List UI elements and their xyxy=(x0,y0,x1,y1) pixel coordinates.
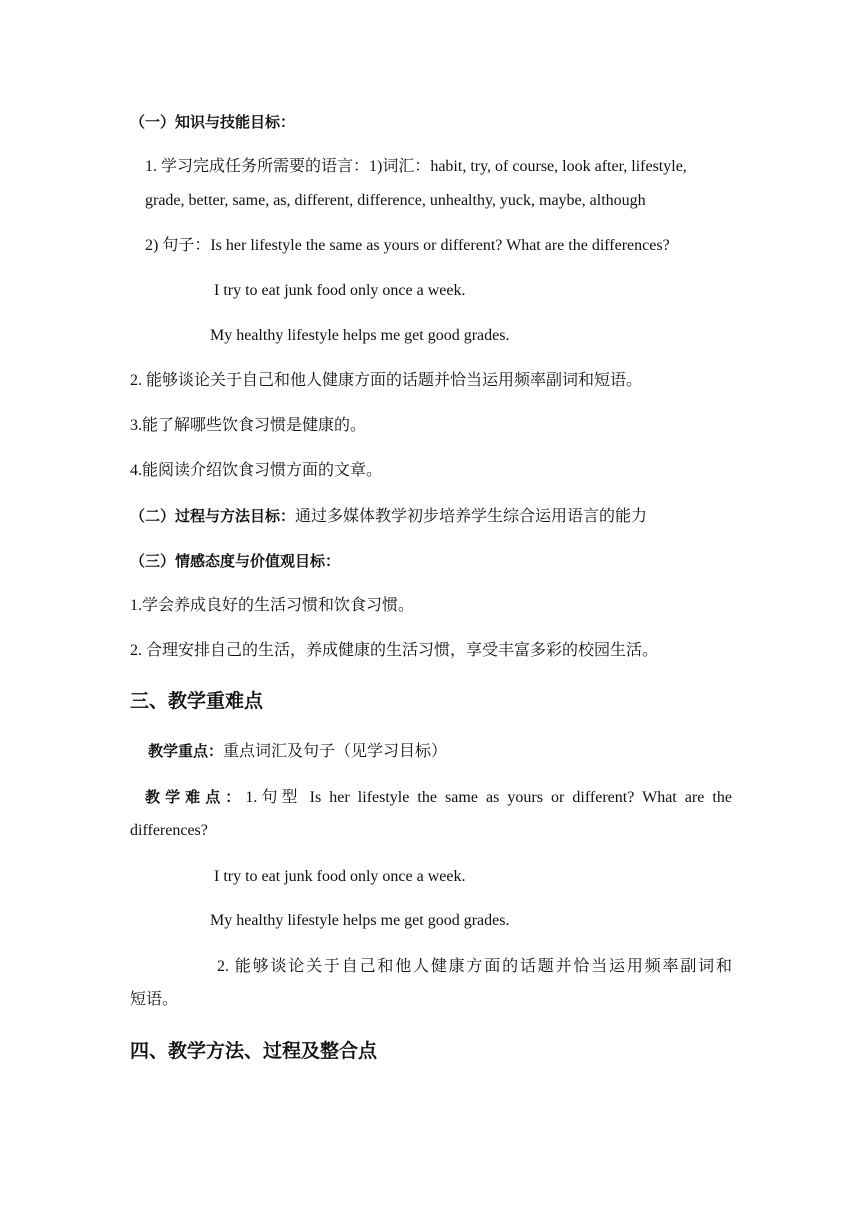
teaching-difficulty-text: 1.句型 Is her lifestyle the same as yours or different? What are the xyxy=(245,789,732,806)
emotion-item-1: 1.学会养成良好的生活习惯和饮食习惯。 xyxy=(130,597,415,614)
objective-item-3: 3.能了解哪些饮食习惯是健康的。 xyxy=(130,417,367,434)
vocabulary-line-1: 1. 学习完成任务所需要的语言：1)词汇：habit, try, of course, look after, lifestyle, xyxy=(145,158,687,175)
process-method-text: 通过多媒体教学初步培养学生综合运用语言的能力 xyxy=(295,508,648,525)
knowledge-skill-objectives-heading: （一）知识与技能目标： xyxy=(130,113,296,131)
section-four-heading: 四、教学方法、过程及整合点 xyxy=(130,1040,378,1062)
objective-item-2: 2. 能够谈论关于自己和他人健康方面的话题并恰当运用频率副词和短语。 xyxy=(130,372,643,389)
difficulty-item-2-line-1: 2. 能够谈论关于自己和他人健康方面的话题并恰当运用频率副词和 xyxy=(217,958,732,975)
emotion-item-2: 2. 合理安排自己的生活，养成健康的生活习惯，享受丰富多彩的校园生活。 xyxy=(130,642,659,659)
sentences-label: 2) 句子：Is her lifestyle the same as yours or different? What are the differences? xyxy=(145,237,670,254)
sentence-junk-food: I try to eat junk food only once a week. xyxy=(214,282,466,299)
difficulty-sentence-healthy-lifestyle: My healthy lifestyle helps me get good grades. xyxy=(210,912,510,929)
teaching-key-point xyxy=(148,741,447,762)
section-three-heading: 三、教学重难点 xyxy=(130,690,264,712)
teaching-difficulty-line-2: differences? xyxy=(130,822,208,839)
difficulty-item-2-line-2: 短语。 xyxy=(130,991,179,1008)
teaching-key-text: 重点词汇及句子（见学习目标） xyxy=(223,743,448,760)
process-method-objective xyxy=(130,506,647,527)
sentence-healthy-lifestyle: My healthy lifestyle helps me get good grades. xyxy=(210,327,510,344)
objective-item-4: 4.能阅读介绍饮食习惯方面的文章。 xyxy=(130,462,383,479)
process-method-heading: （二）过程与方法目标： xyxy=(130,507,296,525)
emotion-values-heading: （三）情感态度与价值观目标： xyxy=(130,552,341,570)
difficulty-sentence-junk-food: I try to eat junk food only once a week. xyxy=(214,868,466,885)
vocabulary-line-2: grade, better, same, as, different, difference, unhealthy, yuck, maybe, although xyxy=(145,192,646,209)
teaching-key-label: 教学重点： xyxy=(148,742,224,760)
teaching-difficulty-label: 教学难点： xyxy=(145,788,246,806)
teaching-difficulty-line-1 xyxy=(145,787,732,808)
